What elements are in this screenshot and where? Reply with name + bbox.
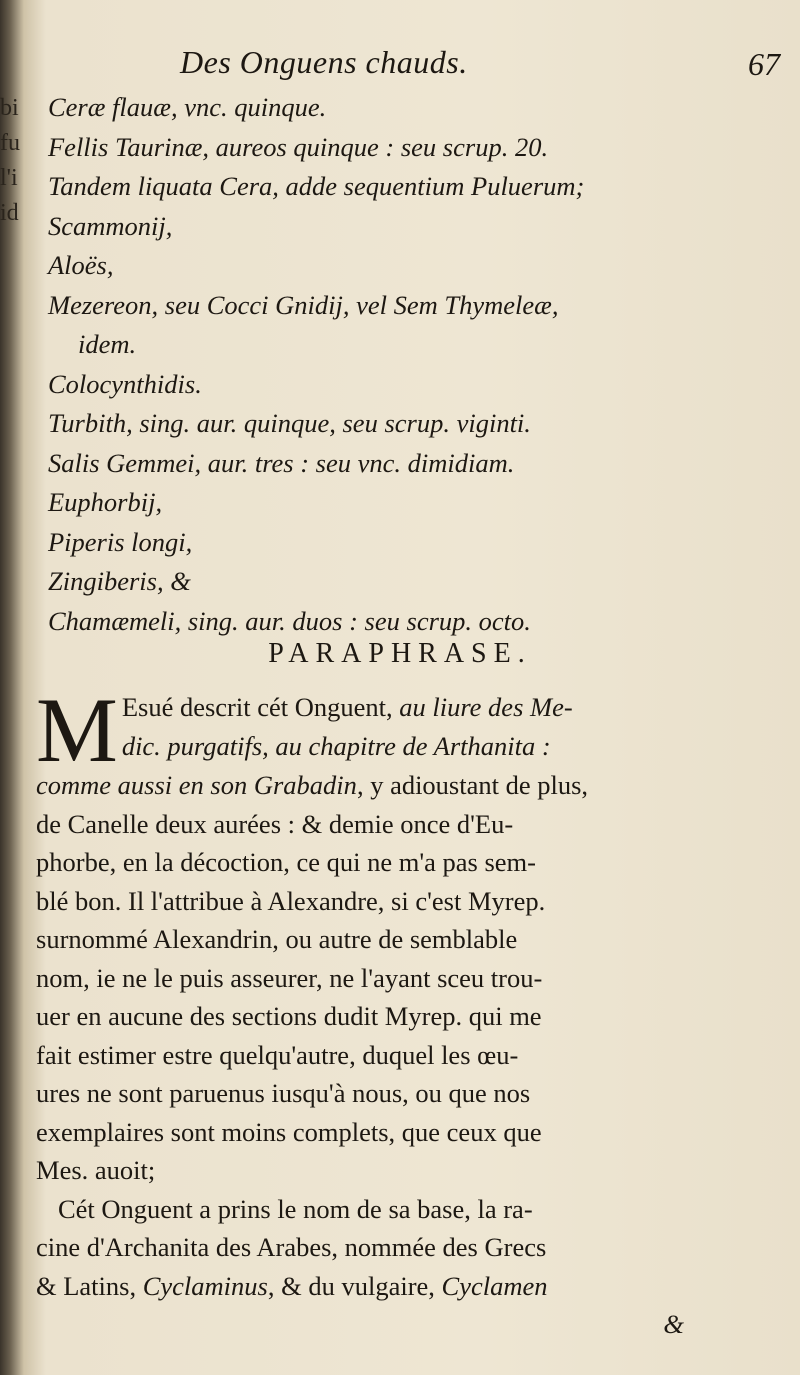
gutter-fragment: l'i <box>0 165 18 191</box>
body-line: surnommé Alexandrin, ou autre de semblable <box>36 924 518 954</box>
recipe-line: Euphorbij, <box>48 487 163 517</box>
page-header <box>60 44 780 88</box>
body-line: fait estimer estre quelqu'autre, duquel les œu- <box>36 1039 519 1070</box>
body-line: Mes. auoit; <box>36 1155 156 1185</box>
body-line: Cét Onguent a prins le nom de sa base, la ra- <box>58 1193 533 1224</box>
recipe-list <box>48 88 738 641</box>
body-line: ures ne sont paruenus iusqu'à nous, ou que nos <box>36 1078 531 1108</box>
page-number: 67 <box>748 46 780 82</box>
recipe-line: Fellis Taurinæ, aureos quinque : seu scrup. 20. <box>48 131 549 162</box>
running-head: Des Onguens chauds. <box>180 44 468 80</box>
section-heading: PARAPHRASE. <box>268 638 532 669</box>
drop-cap: M <box>36 679 118 781</box>
recipe-line: Chamæmeli, sing. aur. duos : seu scrup. octo. <box>48 605 531 636</box>
body-line: Esué descrit cét Onguent, au liure des Me- <box>121 692 573 722</box>
recipe-line: Turbith, sing. aur. quinque, seu scrup. viginti. <box>48 408 531 438</box>
body-line: blé bon. Il l'attribue à Alexandre, si c'est Myrep. <box>36 885 546 916</box>
recipe-line: Aloës, <box>48 250 114 280</box>
recipe-line: Piperis longi, <box>48 526 193 557</box>
gutter-fragment: fu <box>0 130 20 156</box>
recipe-line: Colocynthidis. <box>48 368 202 399</box>
gutter-fragment: id <box>0 200 19 226</box>
recipe-line: Tandem liquata Cera, adde sequentium Puluerum; <box>48 171 585 201</box>
body-line: uer en aucune des sections dudit Myrep. qui me <box>36 1001 542 1031</box>
body-line: exemplaires sont moins complets, que ceux que <box>36 1116 542 1147</box>
gutter-fragment: bi <box>0 95 19 121</box>
recipe-line: Zingiberis, & <box>48 566 191 596</box>
body-line: cine d'Archanita des Arabes, nommée des Grecs <box>36 1232 547 1262</box>
body-line: dic. purgatifs, au chapitre de Arthanita : <box>121 730 551 761</box>
recipe-line: idem. <box>78 329 137 359</box>
body-line: nom, ie ne le puis asseurer, ne l'ayant sceu trou- <box>36 962 543 993</box>
paraphrase-text <box>36 679 742 1344</box>
body-line: de Canelle deux aurées : & demie once d'Eu- <box>36 808 514 839</box>
recipe-line: Mezereon, seu Cocci Gnidij, vel Sem Thymeleæ, <box>48 289 559 320</box>
recipe-line: Ceræ flauæ, vnc. quinque. <box>48 92 327 122</box>
recipe-line: Salis Gemmei, aur. tres : seu vnc. dimidiam. <box>48 447 515 478</box>
body-line: phorbe, en la décoction, ce qui ne m'a pas sem- <box>36 847 536 877</box>
recipe-line: Scammonij, <box>48 210 173 241</box>
body-line: comme aussi en son Grabadin, y adioustant de plus, <box>36 770 589 800</box>
body-line: & Latins, Cyclaminus, & du vulgaire, Cyclamen <box>36 1270 548 1301</box>
catchword: & <box>663 1309 684 1339</box>
